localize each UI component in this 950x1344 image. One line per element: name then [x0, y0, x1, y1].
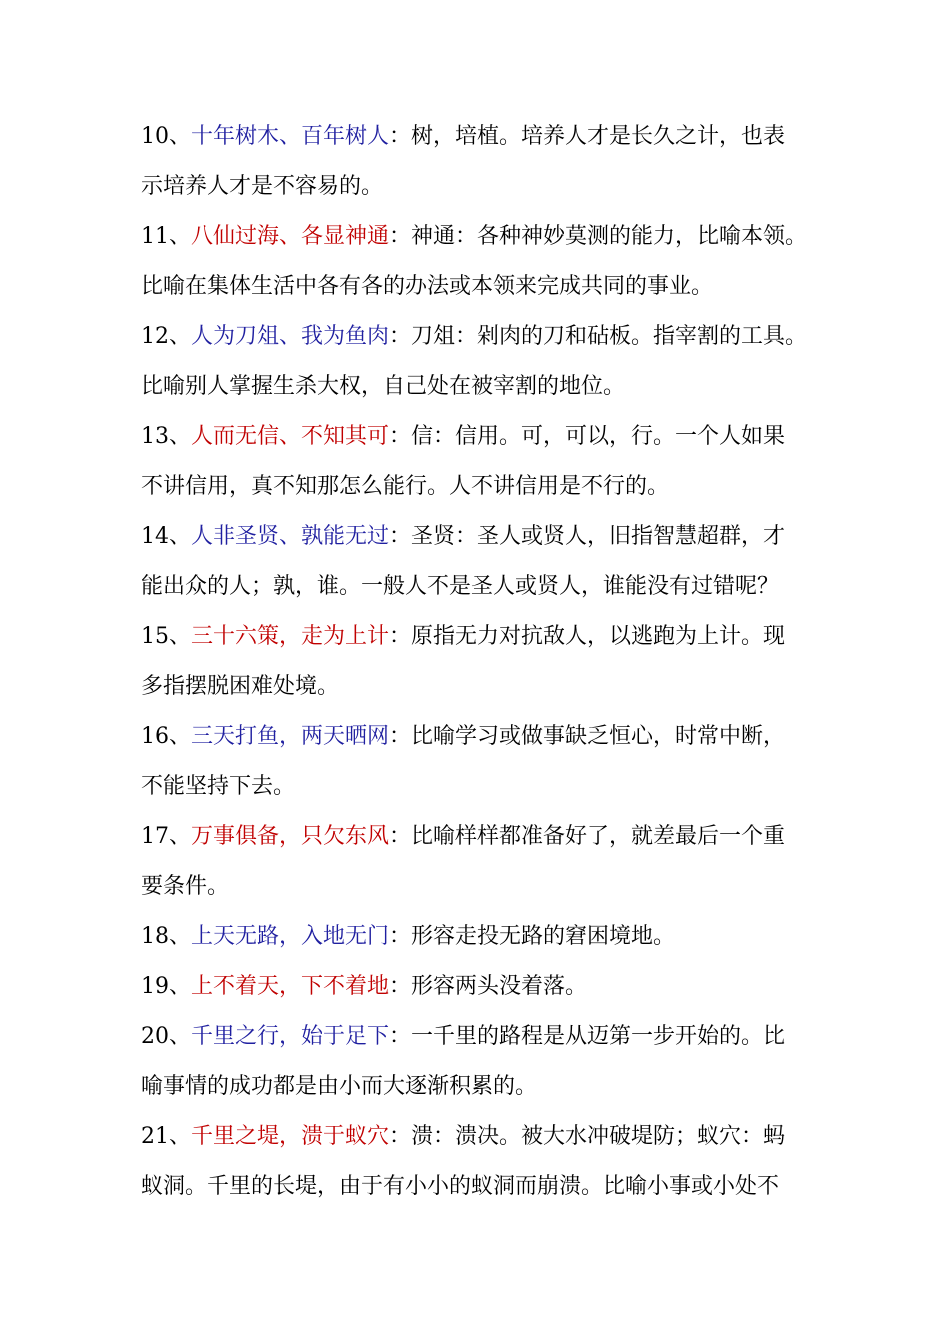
- entry-number: 10: [141, 124, 169, 149]
- definition-text: 多指摆脱困难处境。: [141, 674, 340, 699]
- idiom-term: 人非圣贤、孰能无过: [191, 524, 390, 549]
- entry-continuation-line: [141, 1062, 841, 1112]
- entry-number: 20: [141, 1024, 169, 1049]
- entry-continuation-line: [141, 362, 841, 412]
- entry-separator: 、: [169, 224, 192, 249]
- entry-first-line: [141, 612, 841, 662]
- idiom-entry: [141, 412, 841, 512]
- idiom-entry: [141, 612, 841, 712]
- definition-text: 不讲信用，真不知那怎么能行。人不讲信用是不行的。: [141, 474, 670, 499]
- definition-text: ：神通：各种神妙莫测的能力，比喻本领。: [389, 224, 808, 249]
- entry-separator: 、: [169, 124, 192, 149]
- definition-text: ：比喻样样都准备好了，就差最后一个重: [389, 824, 786, 849]
- entry-separator: 、: [169, 424, 192, 449]
- idiom-entry: [141, 812, 841, 912]
- idiom-term: 人为刀俎、我为鱼肉: [191, 324, 390, 349]
- idiom-term: 八仙过海、各显神通: [191, 224, 390, 249]
- definition-text: 不能坚持下去。: [141, 774, 296, 799]
- idiom-term: 千里之行，始于足下: [191, 1024, 390, 1049]
- entry-continuation-line: [141, 1162, 841, 1212]
- entry-first-line: [141, 812, 841, 862]
- definition-text: 要条件。: [141, 874, 230, 899]
- entry-continuation-line: [141, 462, 841, 512]
- entry-number: 18: [141, 924, 169, 949]
- entry-first-line: [141, 912, 841, 962]
- entry-continuation-line: [141, 662, 841, 712]
- idiom-term: 十年树木、百年树人: [191, 124, 390, 149]
- entry-number: 12: [141, 324, 169, 349]
- idiom-term: 万事俱备，只欠东风: [191, 824, 390, 849]
- definition-text: ：一千里的路程是从迈第一步开始的。比: [389, 1024, 786, 1049]
- entry-number: 11: [141, 224, 169, 249]
- entry-number: 21: [141, 1124, 169, 1149]
- entry-first-line: [141, 512, 841, 562]
- entry-separator: 、: [169, 624, 192, 649]
- definition-text: ：形容走投无路的窘困境地。: [389, 924, 676, 949]
- entry-first-line: [141, 962, 841, 1012]
- idiom-entry: [141, 712, 841, 812]
- entry-separator: 、: [169, 1024, 192, 1049]
- definition-text: 能出众的人；孰，谁。一般人不是圣人或贤人，谁能没有过错呢？: [141, 574, 780, 599]
- entry-first-line: [141, 312, 841, 362]
- idiom-entry: [141, 1012, 841, 1112]
- definition-text: ：比喻学习或做事缺乏恒心，时常中断，: [389, 724, 786, 749]
- entry-first-line: [141, 212, 841, 262]
- entry-continuation-line: [141, 262, 841, 312]
- idiom-entry: [141, 912, 841, 962]
- idiom-entry: [141, 962, 841, 1012]
- idiom-term: 三天打鱼，两天晒网: [191, 724, 390, 749]
- idiom-term: 上不着天，下不着地: [191, 974, 390, 999]
- definition-text: ：原指无力对抗敌人，以逃跑为上计。现: [389, 624, 786, 649]
- idiom-entry: [141, 212, 841, 312]
- definition-text: 比喻别人掌握生杀大权，自己处在被宰割的地位。: [141, 374, 626, 399]
- entry-continuation-line: [141, 762, 841, 812]
- idiom-entry: [141, 1112, 841, 1212]
- idiom-term: 千里之堤，溃于蚁穴: [191, 1124, 390, 1149]
- entry-number: 19: [141, 974, 169, 999]
- definition-text: ：溃：溃决。被大水冲破堤防；蚁穴：蚂: [389, 1124, 786, 1149]
- entry-separator: 、: [169, 724, 192, 749]
- entry-first-line: [141, 712, 841, 762]
- entry-first-line: [141, 1112, 841, 1162]
- entry-continuation-line: [141, 862, 841, 912]
- entry-separator: 、: [169, 924, 192, 949]
- entry-separator: 、: [169, 1124, 192, 1149]
- definition-text: 蚁洞。千里的长堤，由于有小小的蚁洞而崩溃。比喻小事或小处不: [141, 1174, 780, 1199]
- definition-text: ：圣贤：圣人或贤人，旧指智慧超群，才: [389, 524, 786, 549]
- definition-text: 喻事情的成功都是由小而大逐渐积累的。: [141, 1074, 538, 1099]
- idiom-term: 上天无路，入地无门: [191, 924, 390, 949]
- idiom-term: 三十六策，走为上计: [191, 624, 390, 649]
- entry-continuation-line: [141, 562, 841, 612]
- idiom-entry: [141, 312, 841, 412]
- entry-separator: 、: [169, 324, 192, 349]
- entry-number: 13: [141, 424, 169, 449]
- entry-separator: 、: [169, 824, 192, 849]
- idiom-entry: [141, 112, 841, 212]
- entry-continuation-line: [141, 162, 841, 212]
- entry-number: 17: [141, 824, 169, 849]
- entry-first-line: [141, 112, 841, 162]
- entry-number: 14: [141, 524, 169, 549]
- entry-separator: 、: [169, 974, 192, 999]
- definition-text: ：形容两头没着落。: [389, 974, 588, 999]
- entry-first-line: [141, 412, 841, 462]
- entry-separator: 、: [169, 524, 192, 549]
- definition-text: ：树，培植。培养人才是长久之计，也表: [389, 124, 786, 149]
- definition-text: 比喻在集体生活中各有各的办法或本领来完成共同的事业。: [141, 274, 714, 299]
- definition-text: ：信：信用。可，可以，行。一个人如果: [389, 424, 786, 449]
- idiom-term: 人而无信、不知其可: [191, 424, 390, 449]
- idiom-entry: [141, 512, 841, 612]
- entry-first-line: [141, 1012, 841, 1062]
- definition-text: 示培养人才是不容易的。: [141, 174, 384, 199]
- definition-text: ：刀俎：剁肉的刀和砧板。指宰割的工具。: [389, 324, 808, 349]
- entry-number: 16: [141, 724, 169, 749]
- entry-number: 15: [141, 624, 169, 649]
